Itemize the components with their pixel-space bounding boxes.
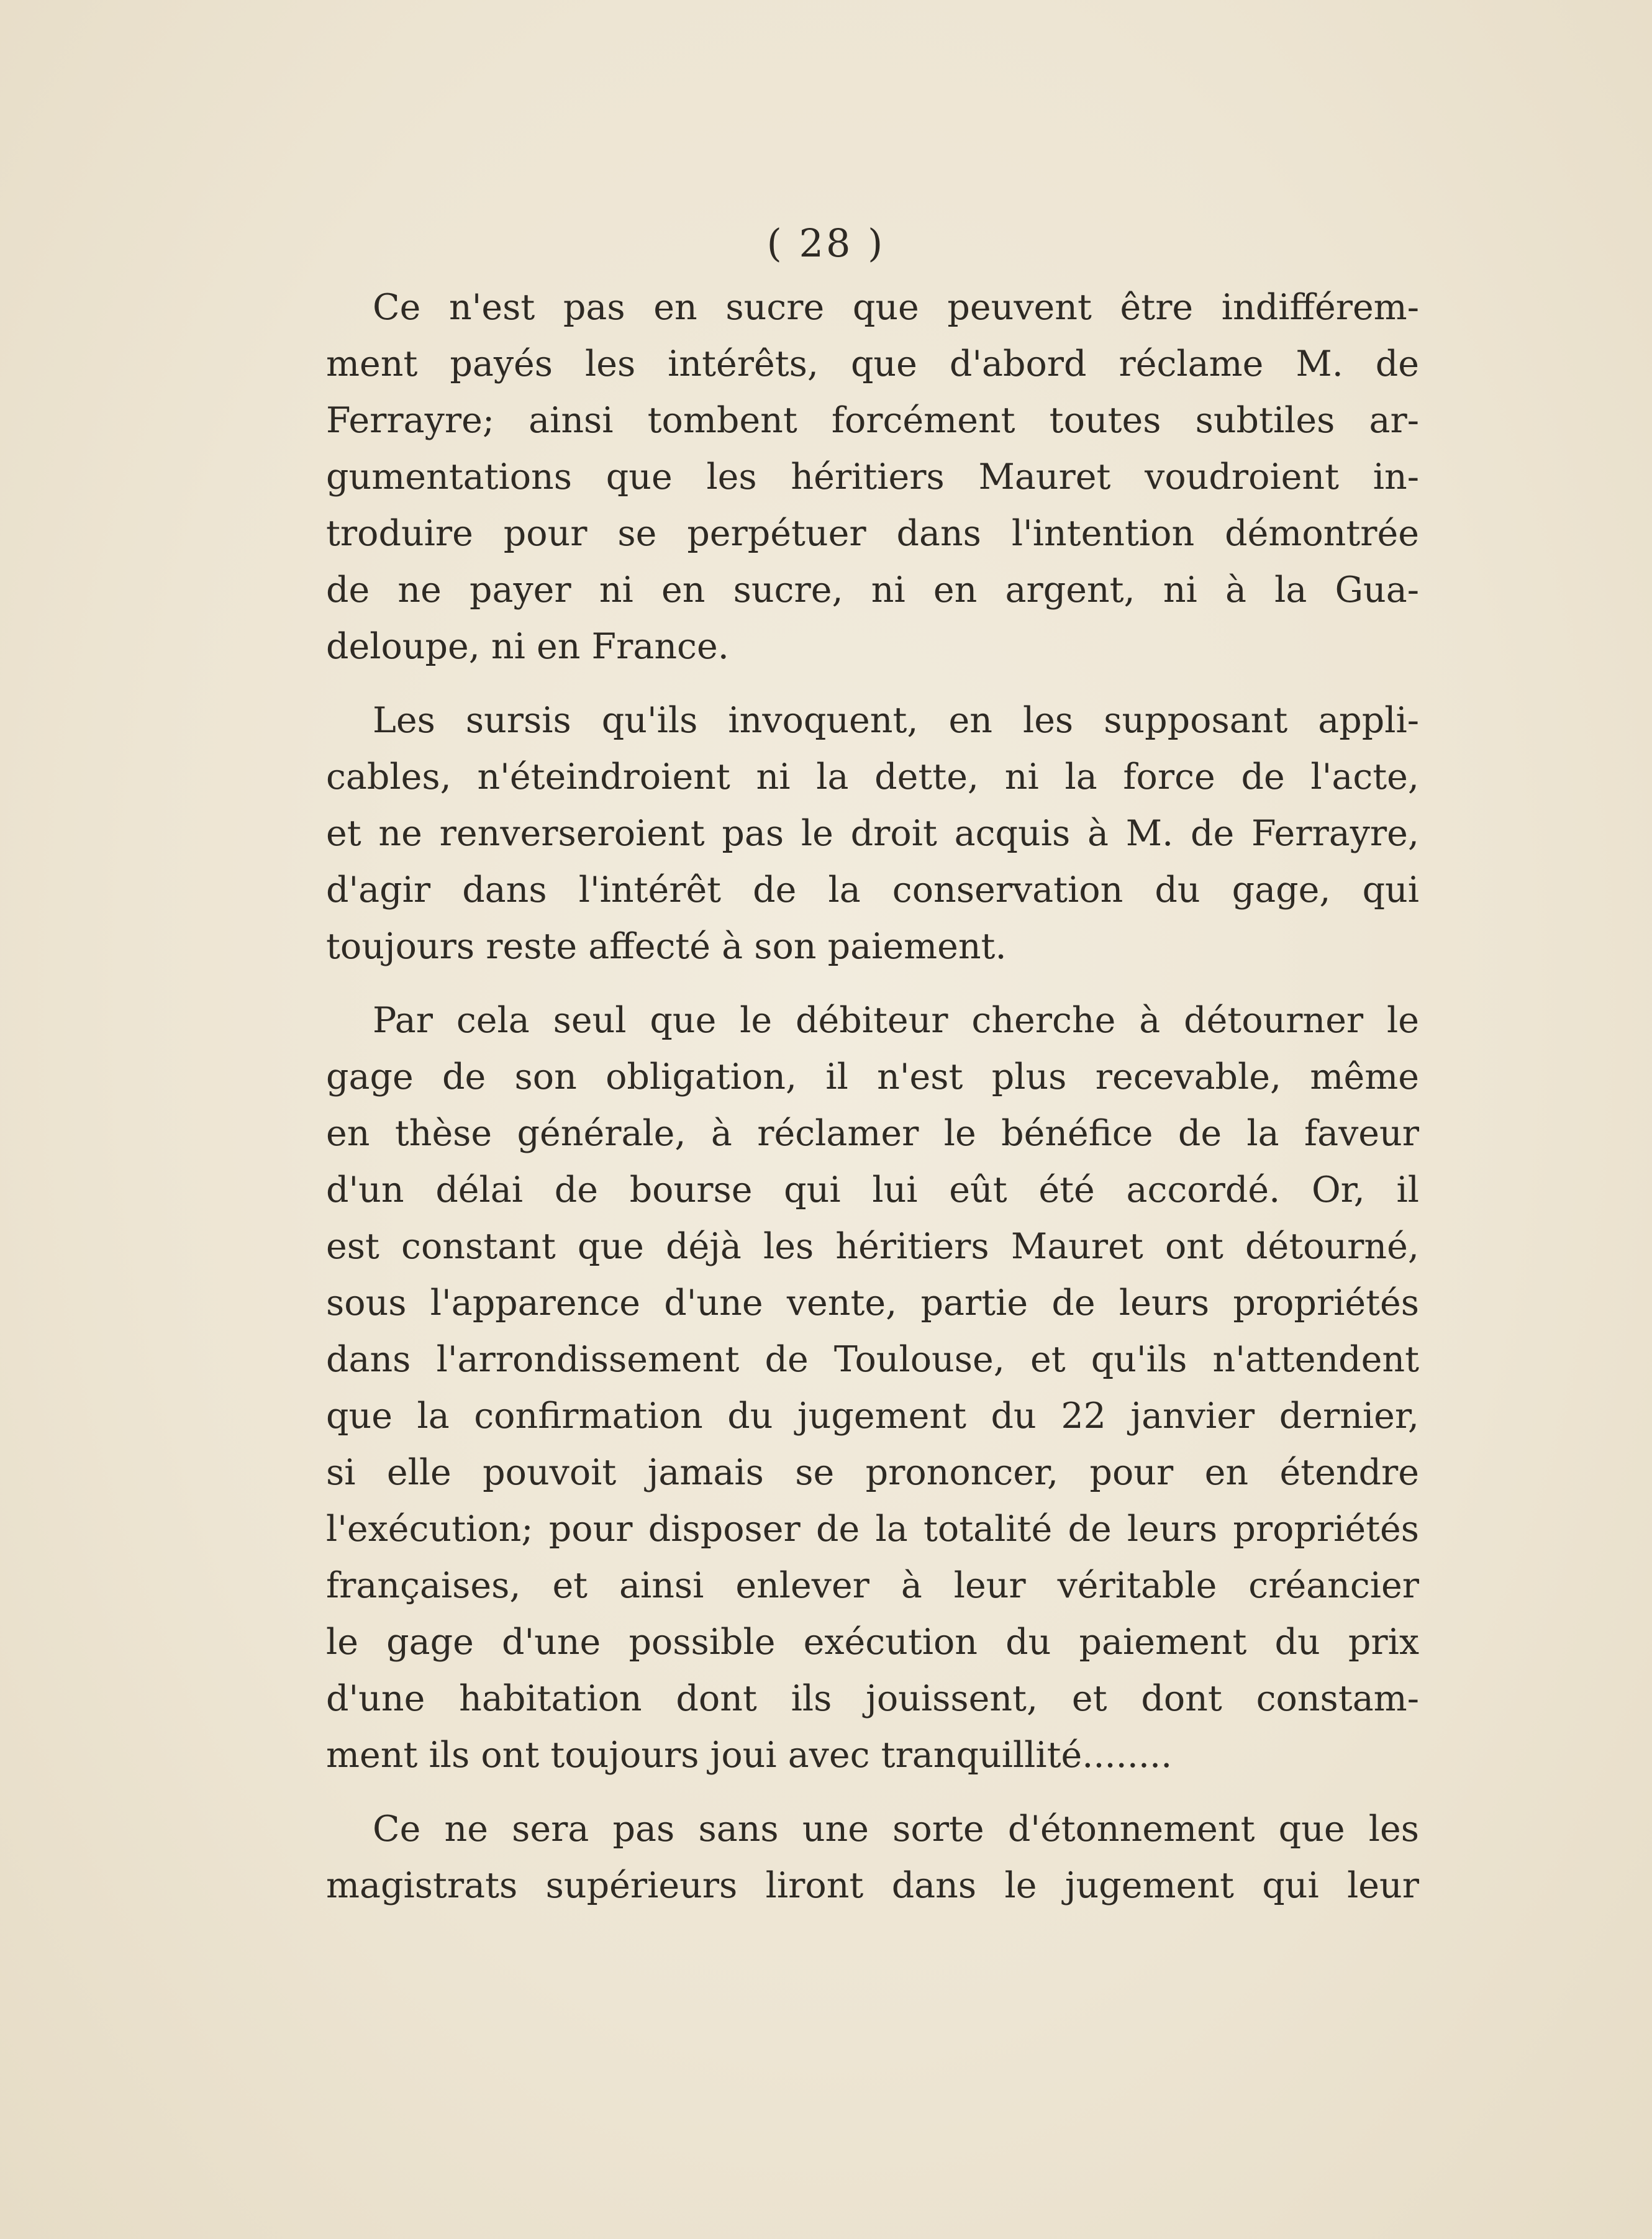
text-line: l'exécution; pour disposer de la totalité de leurs propriétés xyxy=(326,1509,1419,1550)
text-line: de ne payer ni en sucre, ni en argent, ni à la Gua- xyxy=(326,570,1419,611)
text-line: est constant que déjà les héritiers Mauret ont détourné, xyxy=(326,1226,1419,1267)
text-line: d'une habitation dont ils jouissent, et dont constam- xyxy=(326,1678,1419,1719)
text-line: françaises, et ainsi enlever à leur véritable créancier xyxy=(326,1565,1419,1606)
paragraph-1 xyxy=(326,279,1419,675)
text-line: que la confirmation du jugement du 22 janvier dernier, xyxy=(326,1396,1419,1437)
text-line: Ce n'est pas en sucre que peuvent être indifférem- xyxy=(373,287,1419,328)
text-line: ment payés les intérêts, que d'abord réclame M. de xyxy=(326,343,1419,384)
text-line: et ne renverseroient pas le droit acquis à M. de Ferrayre, xyxy=(326,813,1419,854)
text-line: sous l'apparence d'une vente, partie de leurs propriétés xyxy=(326,1283,1419,1324)
text-line: magistrats supérieurs liront dans le jugement qui leur xyxy=(326,1865,1419,1906)
paragraph-2 xyxy=(326,693,1419,975)
text-line: deloupe, ni en France. xyxy=(326,626,729,667)
text-line: d'un délai de bourse qui lui eût été accordé. Or, il xyxy=(326,1169,1419,1210)
text-line: toujours reste affecté à son paiement. xyxy=(326,926,1007,967)
text-line: le gage d'une possible exécution du paiement du prix xyxy=(326,1622,1419,1663)
text-line: Les sursis qu'ils invoquent, en les supposant appli- xyxy=(373,700,1419,741)
text-line: si elle pouvoit jamais se prononcer, pour en étendre xyxy=(326,1452,1419,1493)
paragraph-3 xyxy=(326,992,1419,1784)
text-line: gage de son obligation, il n'est plus recevable, même xyxy=(326,1056,1419,1097)
text-line: dans l'arrondissement de Toulouse, et qu'ils n'attendent xyxy=(326,1339,1419,1380)
text-line: cables, n'éteindroient ni la dette, ni la force de l'acte, xyxy=(326,756,1419,797)
text-line: Par cela seul que le débiteur cherche à détourner le xyxy=(373,1000,1419,1041)
text-line: gumentations que les héritiers Mauret voudroient in- xyxy=(326,456,1419,497)
text-line: en thèse générale, à réclamer le bénéfice de la faveur xyxy=(326,1113,1419,1154)
text-line: d'agir dans l'intérêt de la conservation du gage, qui xyxy=(326,870,1419,911)
text-line: Ce ne sera pas sans une sorte d'étonnement que les xyxy=(373,1809,1419,1850)
text-line: troduire pour se perpétuer dans l'intention démontrée xyxy=(326,513,1419,554)
page-number: ( 28 ) xyxy=(766,220,886,266)
body-text xyxy=(326,279,1419,1932)
text-line: ment ils ont toujours joui avec tranquillité........ xyxy=(326,1735,1173,1776)
text-line: Ferrayre; ainsi tombent forcément toutes subtiles ar- xyxy=(326,400,1419,441)
paragraph-4 xyxy=(326,1801,1419,1914)
